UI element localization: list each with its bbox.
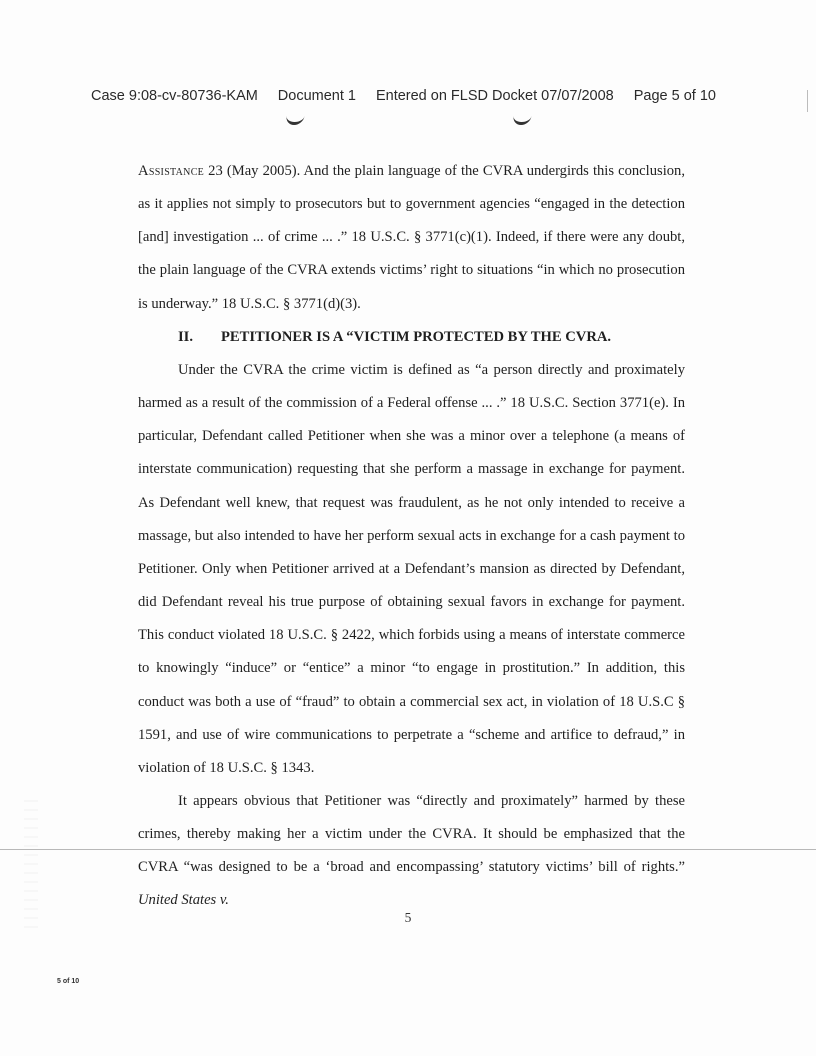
docket-entry: Entered on FLSD Docket 07/07/2008 [375, 88, 614, 104]
section-number: II. [178, 328, 194, 345]
scan-rule-line [0, 849, 816, 850]
paragraph-1-text: 23 (May 2005). And the plain language of the CVRA undergirds this conclusion, as it applies not simply to prosecutors but to government agencies “engaged in the detection [and] investigation ... of crime ... .” 18 U.S.C. § 3771(c)(1). Indeed, if there were any doubt, the plain language of the CVRA extends victims’ right to situations “in which no prosecution is underway.” 18 U.S.C. § 3771(d)(3). [138, 163, 685, 312]
body-text [138, 155, 685, 918]
scan-speck [807, 90, 808, 112]
paragraph-3-text: It appears obvious that Petitioner was “directly and proximately” harmed by these crimes, thereby making her a victim under the CVRA. It should be emphasized that the CVRA “was designed to be a ‘broad and encompassing’ statutory victims’ bill of rights.” [138, 792, 685, 876]
paragraph-2: Under the CVRA the crime victim is defined as “a person directly and proximately harmed as a result of the commission of a Federal offense ... .” 18 U.S.C. Section 3771(e). In particular, Defendant called Petitioner when she was a minor over a telephone (a means of interstate communication) requesting that she perform a massage in exchange for payment. As Defendant well knew, that request was fraudulent, as he not only intended to receive a massage, but also intended to have her perform sexual acts in exchange for a cash payment to Petitioner. Only when Petitioner arrived at a Defendant’s mansion as directed by Defendant, did Defendant reveal his true purpose of obtaining sexual favors in exchange for payment. This conduct violated 18 U.S.C. § 2422, which forbids using a means of interstate commerce to knowingly “induce” or “entice” a minor “to engage in prostitution.” In addition, this conduct was both a use of “fraud” to obtain a commercial sex act, in violation of 18 U.S.C § 1591, and use of wire communications to perpetrate a “scheme and artifice to defraud,” in violation of 18 U.S.C. § 1343. [138, 361, 685, 776]
scan-mark [285, 114, 305, 125]
paragraph-1 [138, 155, 685, 321]
paragraph-3 [138, 785, 685, 918]
document-number: Document 1 [277, 88, 356, 104]
case-citation: United States v. [138, 892, 229, 909]
page-of-total: Page 5 of 10 [633, 88, 716, 104]
page-number: 5 [404, 910, 412, 925]
footer-page-counter: 5 of 10 [57, 978, 80, 985]
section-heading [138, 321, 685, 354]
case-number: Case 9:08-cv-80736-KAM [91, 88, 258, 104]
smallcaps-lead: Assistance [138, 163, 205, 179]
scan-mark [512, 114, 532, 125]
docket-header [91, 88, 716, 104]
section-title: PETITIONER IS A “VICTIM PROTECTED BY THE CVRA. [221, 328, 612, 345]
